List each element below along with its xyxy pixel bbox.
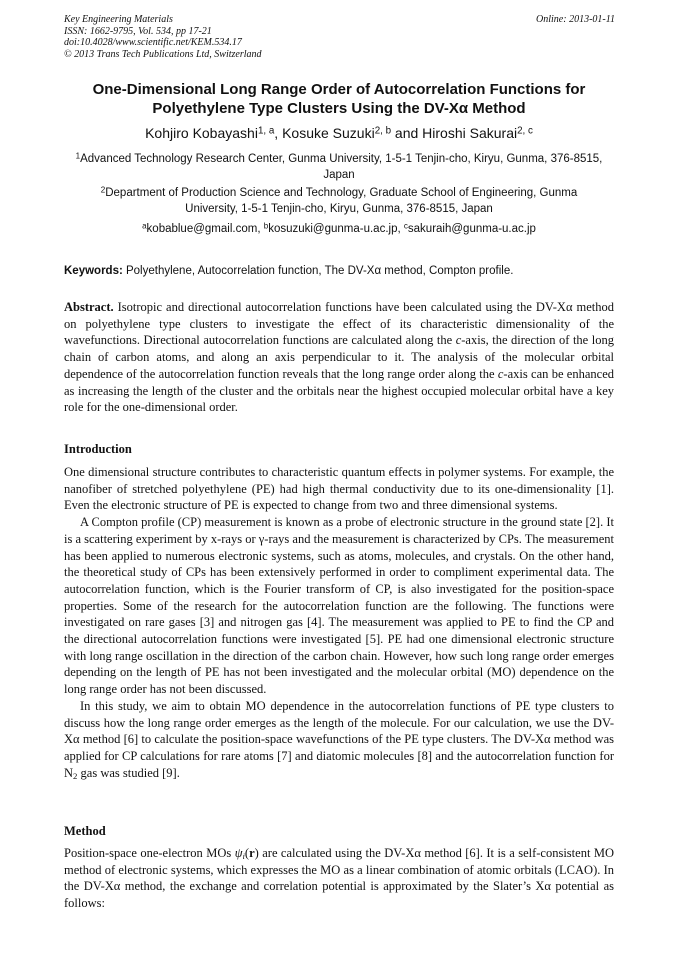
author-list <box>64 124 614 142</box>
affiliation-1 <box>74 151 604 183</box>
abstract-italic-c: c <box>455 333 462 348</box>
affiliation-2 <box>74 185 604 217</box>
subscript-i: i <box>242 851 245 862</box>
journal-name: Key Engineering Materials <box>64 14 173 25</box>
journal-copyright: © 2013 Trans Tech Publications Ltd, Switzerland <box>64 48 262 60</box>
author-superscript: 1, a <box>257 125 275 137</box>
journal-issn: ISSN: 1662-9795, Vol. 534, pp 17-21 <box>64 25 212 37</box>
subscript-2: 2 <box>73 770 78 781</box>
author-name: Hiroshi Sakurai <box>422 125 518 141</box>
paper-title: One-Dimensional Long Range Order of Autocorrelation Functions for Polyethylene Type Clusters Using the DV-Xα Method <box>92 81 586 117</box>
abstract-text: -axis, the direction of the long chain of carbon atoms, and along an axis perpendicular to it. The analysis of the molecular orbital dependence of the autocorrelation function reveals that the long range order along the <box>64 333 614 381</box>
introduction-paragraph-1: One dimensional structure contributes to characteristic quantum effects in polymer systems. For example, the nanofiber of stretched polyethylene (PE) had high thermal conductivity due to its one-dimensionality [1]. Even the electronic structure of PE is expected to change from two and three dimensional systems. <box>64 465 614 513</box>
email-address[interactable]: sakuraih@gunma-u.ac.jp <box>407 223 536 235</box>
abstract-label: Abstract. <box>64 300 114 314</box>
online-date: Online: 2013-01-11 <box>536 14 615 25</box>
abstract <box>64 299 614 416</box>
paragraph-text: gas was studied [9]. <box>77 765 180 780</box>
keywords-label: Keywords: <box>64 265 123 277</box>
introduction-paragraph-3 <box>64 698 614 782</box>
abstract-text: Isotropic and directional autocorrelation functions have been calculated using the DV-Xα method on polyethylene type clusters to investigate the effect of its characteristic dimensionality of the wavefunctions. Directional autocorrelation functions are calculated along the <box>64 300 614 348</box>
author-separator: and <box>391 125 423 141</box>
affiliation-number: 2 <box>100 185 106 195</box>
paren-open: ( <box>244 846 250 860</box>
keywords <box>64 263 616 279</box>
author-separator: , <box>274 125 283 141</box>
paragraph-text: In this study, we aim to obtain MO dependence in the autocorrelation functions of PE type clusters to discuss how the long range order emerges as the length of the molecule. For our calculation, we use the DV-Xα method [6] to calculate the position-space wavefunctions of the PE type clusters. The DV-Xα method was applied for CP calculations for rare atoms [7] and diatomic molecules [8] and the autocorrelation function for N <box>64 698 614 780</box>
introduction-paragraph-2: A Compton profile (CP) measurement is known as a probe of electronic structure in the ground state [2]. It is a scattering experiment by x-rays or γ-rays and the measurement is characterized by CPs. The measurement has been applied to numerous electronic systems, such as atoms, molecules, and crystals. On the other hand, the theoretical study of CPs has been extensively performed in order to compliment experimental data. The autocorrelation function, which is the Fourier transform of CP, is also investigated for the position-space properties. Some of the research for the autocorrelation function are the following. The functions were investigated on rare gases [3] and nitrogen gas [4]. The measurement was applied to PE to find the CP and the directional autocorrelation functions were investigated [5]. PE had one dimensional electronic structure with long range oscillation in the direction of the carbon chain. However, how such long range order emerges depending on the length of PE has not been investigated and the molecular orbital (MO) dependence on the long range order has not been discussed. <box>64 515 614 697</box>
psi-symbol: ψ <box>234 846 243 860</box>
email-list: $^a$kobablue@gmail.com, $^b$kosuzuki@gunma-u.ac.jp, $^c$sakuraih@gunma-u.ac.jp <box>142 221 536 235</box>
journal-doi: doi:10.4028/www.scientific.net/KEM.534.17 <box>64 37 242 48</box>
email-superscript: a <box>142 221 147 231</box>
email-superscript: c <box>403 221 408 231</box>
author-superscript: 2, b <box>374 125 392 137</box>
abstract-italic-c: c <box>497 366 504 381</box>
email-address[interactable]: kobablue@gmail.com <box>146 223 258 235</box>
method-text: Position-space one-electron MOs <box>64 846 235 860</box>
author-superscript: 2, c <box>517 125 533 137</box>
introduction-heading: Introduction <box>64 442 132 456</box>
author-name: Kohjiro Kobayashi <box>145 125 258 141</box>
paren-close: ) <box>254 846 259 860</box>
vector-r: r <box>249 846 255 860</box>
email-superscript: b <box>263 221 269 231</box>
affiliation-number: 1 <box>75 151 81 161</box>
journal-header <box>64 14 262 60</box>
keywords-text: Polyethylene, Autocorrelation function, The DV-Xα method, Compton profile. <box>122 265 514 277</box>
author-name: Kosuke Suzuki <box>282 125 375 141</box>
email-address[interactable]: kosuzuki@gunma-u.ac.jp <box>268 223 398 235</box>
method-text: are calculated using the DV-Xα method [6]. It is a self-consistent MO method of electronic systems, which expresses the MO as a linear combination of atomic orbitals (LCAO). In the DV-Xα method, the exchange and correlation potential is approximated by the Slater’s Xα potential as follows: <box>64 846 614 911</box>
abstract-text: -axis can be enhanced as increasing the length of the cluster and the orbitals near the highest occupied molecular orbital have a key role for the one-dimensional order. <box>64 366 614 415</box>
introduction-body <box>64 464 614 781</box>
method-heading: Method <box>64 824 106 838</box>
method-body <box>64 845 614 912</box>
affiliation-text: Department of Production Science and Technology, Graduate School of Engineering, Gunma University, 1-5-1 Tenjin-cho, Kiryu, Gunma, 376-8515, Japan <box>105 187 578 215</box>
affiliation-text: Advanced Technology Research Center, Gunma University, 1-5-1 Tenjin-cho, Kiryu, Gunma, 376-8515, Japan <box>80 153 603 181</box>
